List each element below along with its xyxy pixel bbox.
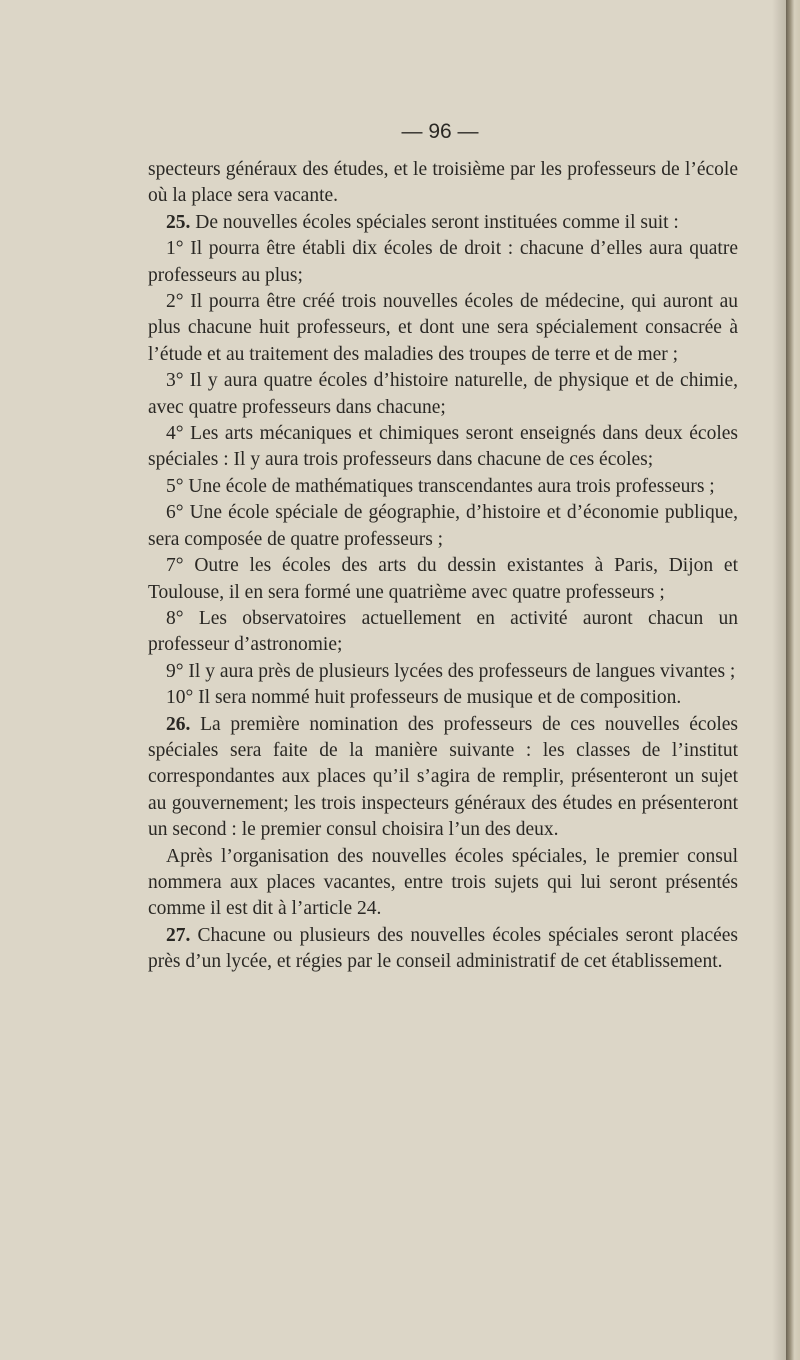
paragraph: [148, 659, 738, 685]
paragraph-text: 3° Il y aura quatre écoles d’histoire naturelle, de physique et de chimie, avec quatre professeurs dans chacune;: [148, 370, 738, 418]
paragraph-text: 1° Il pourra être établi dix écoles de droit : chacune d’elles aura quatre professeurs au plus;: [148, 238, 738, 286]
paragraph: [148, 500, 738, 553]
paragraph: [148, 210, 738, 236]
paragraph-text: specteurs généraux des études, et le troisième par les professeurs de l’école où la place sera vacante.: [148, 159, 738, 207]
page-number-header: — 96 —: [401, 120, 479, 143]
paragraph-text: 2° Il pourra être créé trois nouvelles écoles de médecine, qui auront au plus chacune huit professeurs, et dont une sera spécialement consacrée à l’étude et au traitement des maladies des troupes de terre et de mer ;: [148, 291, 738, 365]
paragraph-text: 4° Les arts mécaniques et chimiques seront enseignés dans deux écoles spéciales : Il y aura trois professeurs dans chacune de ces écoles;: [148, 423, 738, 471]
paragraph-text: La première nomination des professeurs de ces nouvelles écoles spéciales sera faite de la manière suivante : les classes de l’institut correspondantes aux places qu’il s’agira de remplir, présenteront un sujet au gouvernement; les trois inspecteurs généraux des études en présenteront un second : le premier consul choisira l’un des deux.: [148, 713, 738, 841]
paragraph-text: 9° Il y aura près de plusieurs lycées des professeurs de langues vivantes ;: [166, 660, 736, 682]
paragraph: [148, 606, 738, 659]
page-edge: [786, 0, 800, 1360]
paragraph-text: De nouvelles écoles spéciales seront instituées comme il suit :: [190, 211, 679, 233]
paragraph: [148, 157, 738, 210]
body-text: [148, 157, 738, 976]
page-gutter-shadow: [772, 0, 786, 1360]
paragraph-text: 8° Les observatoires actuellement en activité auront chacun un professeur d’astronomie;: [148, 607, 738, 656]
article-number: 27.: [166, 924, 191, 946]
paragraph: [148, 368, 738, 421]
paragraph-text: 6° Une école spéciale de géographie, d’histoire et d’économie publique, sera composée de quatre professeurs ;: [148, 502, 738, 550]
paragraph-text: Après l’organisation des nouvelles écoles spéciales, le premier consul nommera aux places vacantes, entre trois sujets qui lui seront présentés comme il est dit à l’article 24.: [148, 845, 738, 920]
paragraph: [148, 685, 738, 711]
paragraph-text: Chacune ou plusieurs des nouvelles écoles spéciales seront placées près d’un lycée, et régies par le conseil administratif de cet établissement.: [148, 924, 738, 973]
paragraph: [148, 421, 738, 474]
paragraph: [148, 236, 738, 289]
paragraph: [148, 712, 738, 844]
article-number: 25.: [166, 211, 191, 233]
paragraph: [148, 289, 738, 368]
paragraph-text: 10° Il sera nommé huit professeurs de musique et de composition.: [166, 687, 682, 709]
paragraph-text: 7° Outre les écoles des arts du dessin existantes à Paris, Dijon et Toulouse, il en sera formé une quatrième avec quatre professeurs ;: [148, 555, 738, 603]
paragraph: [148, 844, 738, 923]
paragraph: [148, 553, 738, 606]
paragraph: [148, 474, 738, 500]
paragraph: [148, 923, 738, 976]
article-number: 26.: [166, 713, 191, 735]
paragraph-text: 5° Une école de mathématiques transcendantes aura trois professeurs ;: [166, 475, 715, 497]
